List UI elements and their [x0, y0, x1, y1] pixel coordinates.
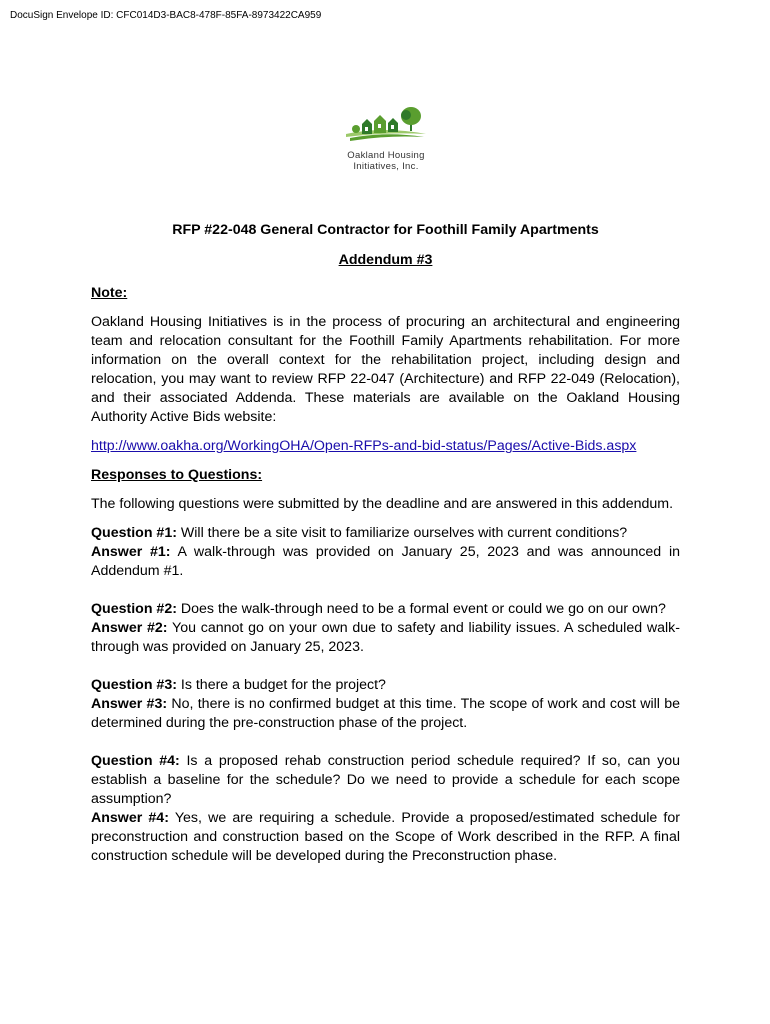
qa-item-3	[91, 676, 680, 733]
qa-item-1	[91, 524, 680, 581]
docusign-envelope-id: DocuSign Envelope ID: CFC014D3-BAC8-478F-85FA-8973422CA959	[10, 10, 322, 21]
qa-item-2	[91, 600, 680, 657]
document-title: RFP #22-048 General Contractor for Foothill Family Apartments	[172, 222, 599, 238]
active-bids-link[interactable]: http://www.oakha.org/WorkingOHA/Open-RFPs-and-bid-status/Pages/Active-Bids.aspx	[91, 438, 637, 454]
answer-label: Answer #4:	[91, 810, 169, 826]
answer-text: You cannot go on your own due to safety and liability issues. A scheduled walk-through was provided on January 25, 2023.	[91, 620, 680, 655]
answer-label: Answer #2:	[91, 620, 168, 636]
logo-line2: Initiatives, Inc.	[353, 161, 419, 172]
answer-text: A walk-through was provided on January 25, 2023 and was announced in Addendum #1.	[91, 544, 680, 579]
qa-item-4	[91, 752, 680, 866]
note-heading: Note:	[91, 285, 128, 301]
oakland-housing-logo	[336, 104, 436, 184]
logo-line1: Oakland Housing	[347, 150, 425, 161]
question-text: Is there a budget for the project?	[176, 677, 386, 693]
responses-heading: Responses to Questions:	[91, 467, 263, 483]
question-label: Question #4:	[91, 753, 180, 769]
answer-label: Answer #1:	[91, 544, 171, 560]
document-body	[91, 221, 680, 885]
question-label: Question #1:	[91, 525, 177, 541]
responses-intro: The following questions were submitted by the deadline and are answered in this addendum.	[91, 496, 674, 512]
note-text: Oakland Housing Initiatives is in the process of procuring an architectural and engineering team and relocation consultant for the Foothill Family Apartments rehabilitation. For more information on the overall context for the rehabilitation project, including design and relocation, you may want to review RFP 22-047 (Architecture) and RFP 22-049 (Relocation), and their associated Addenda. These materials are available on the Oakland Housing Authority Active Bids website:	[91, 314, 680, 425]
question-label: Question #2:	[91, 601, 177, 617]
addendum-heading: Addendum #3	[338, 252, 433, 268]
answer-label: Answer #3:	[91, 696, 168, 712]
answer-text: No, there is no confirmed budget at this time. The scope of work and cost will be determined during the pre-construction phase of the project.	[91, 696, 680, 731]
question-text: Is a proposed rehab construction period schedule required? If so, can you establish a baseline for the schedule? Do we need to provide a schedule for each scope assumption?	[91, 753, 680, 807]
question-text: Does the walk-through need to be a formal event or could we go on our own?	[176, 601, 666, 617]
question-label: Question #3:	[91, 677, 177, 693]
question-text: Will there be a site visit to familiarize ourselves with current conditions?	[176, 525, 628, 541]
logo-houses-trees-icon	[344, 104, 428, 148]
answer-text: Yes, we are requiring a schedule. Provide a proposed/estimated schedule for preconstruction and construction based on the Scope of Work described in the RFP. A final construction schedule will be developed during the Preconstruction phase.	[91, 810, 680, 864]
